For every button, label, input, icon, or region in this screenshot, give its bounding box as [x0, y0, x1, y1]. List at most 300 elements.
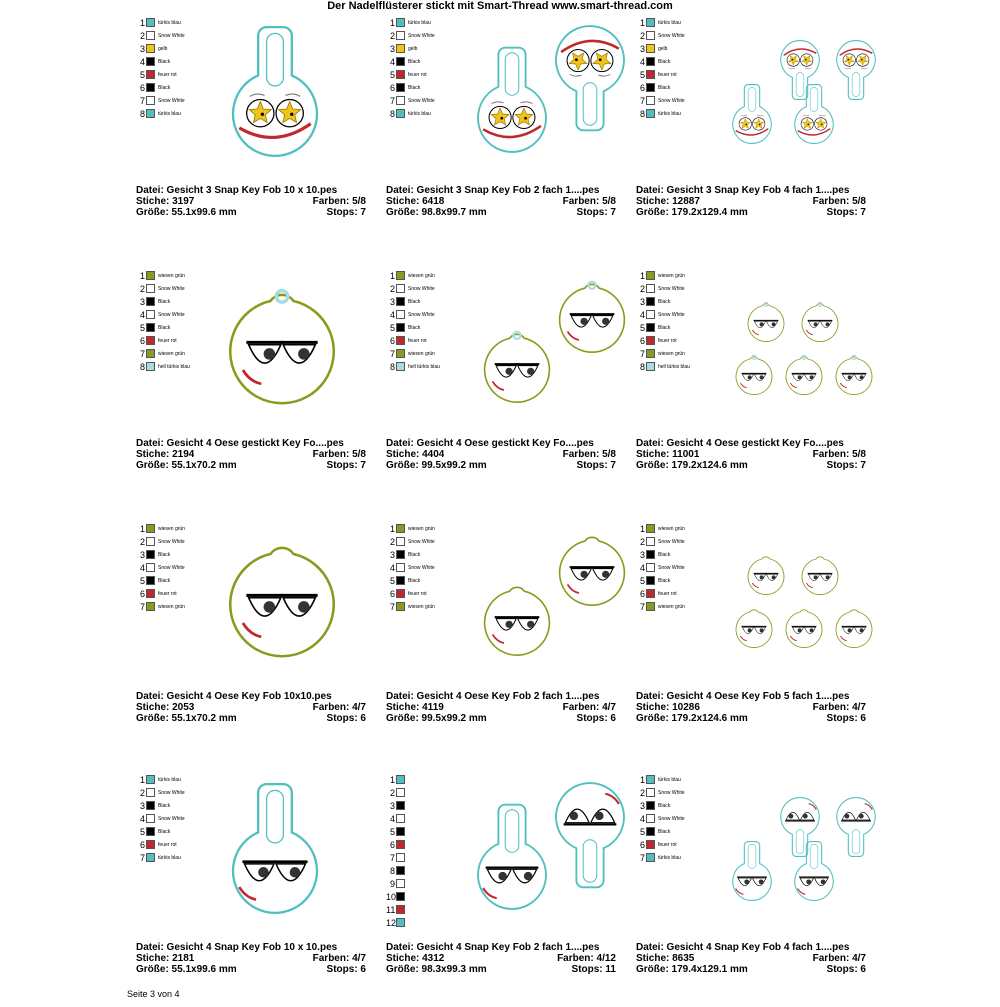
palette-row [386, 68, 435, 81]
key-fob-outline [233, 27, 317, 156]
palette-row [386, 42, 435, 55]
palette-row [386, 55, 435, 68]
palette-number: 5 [389, 69, 395, 80]
color-swatch [146, 44, 155, 53]
palette-number: 9 [389, 878, 395, 889]
color-swatch [146, 524, 155, 533]
key-fob-outline [802, 557, 838, 595]
color-swatch [396, 44, 405, 53]
palette-color-name: Snow White [658, 789, 685, 796]
palette-color-name: wiesen grün [658, 603, 685, 610]
palette-color-name: feuer rot [408, 337, 427, 344]
key-fob-outline [837, 41, 875, 100]
palette-row [636, 587, 685, 600]
palette-color-name: hell türkis blau [658, 363, 690, 370]
palette-color-name: Black [158, 802, 171, 809]
color-count: Farben: 4/7 [562, 702, 616, 713]
key-fob-outline [485, 587, 550, 655]
smirk-mouth [243, 370, 261, 384]
color-swatch [396, 840, 405, 849]
palette-number: 1 [139, 270, 145, 281]
color-palette [636, 773, 685, 864]
palette-color-name: Black [408, 577, 421, 584]
palette-number: 1 [639, 523, 645, 534]
smile-mouth [239, 124, 310, 138]
pupil [792, 59, 794, 61]
fob-border [802, 304, 838, 342]
stop-count: Stops: 6 [576, 713, 616, 724]
page-header: Der Nadelflüsterer stickt mit Smart-Thread www.smart-thread.com [327, 0, 673, 12]
color-swatch [146, 310, 155, 319]
color-swatch [646, 589, 655, 598]
fob-tab-inner [796, 830, 804, 854]
palette-row [636, 773, 685, 786]
palette-color-name: gelb [658, 45, 668, 52]
color-swatch [396, 918, 405, 927]
palette-row [386, 360, 440, 373]
palette-row [386, 916, 408, 929]
palette-color-name: Snow White [408, 311, 435, 318]
design-card [630, 506, 880, 756]
palette-color-name: gelb [408, 45, 418, 52]
stitch-row [386, 196, 616, 207]
color-swatch [646, 271, 655, 280]
key-fob-outline [733, 842, 771, 901]
pupil [580, 318, 587, 325]
smirk-mouth [568, 331, 580, 340]
design-preview [480, 267, 630, 412]
color-palette [136, 16, 185, 120]
size-row [636, 713, 866, 724]
color-swatch [646, 96, 655, 105]
palette-color-name: Black [158, 828, 171, 835]
palette-color-name: Black [408, 58, 421, 65]
stitch-count: Stiche: 6418 [386, 196, 445, 207]
palette-number: 10 [386, 891, 397, 902]
palette-row [636, 94, 685, 107]
palette-number: 4 [389, 813, 395, 824]
palette-row [136, 786, 185, 799]
color-swatch [396, 827, 405, 836]
color-swatch [396, 576, 405, 585]
palette-row [386, 522, 435, 535]
design-preview [730, 771, 880, 916]
palette-row [386, 334, 440, 347]
palette-number: 3 [139, 800, 145, 811]
palette-color-name: Black [658, 298, 671, 305]
design-info [386, 942, 616, 975]
palette-color-name: gelb [158, 45, 168, 52]
palette-row [386, 94, 435, 107]
color-swatch [646, 297, 655, 306]
pupil [760, 375, 764, 379]
stitch-count: Stiche: 3197 [136, 196, 195, 207]
fob-border [836, 357, 872, 395]
design-info [386, 185, 616, 218]
fob-border [786, 357, 822, 395]
smirk-mouth [840, 383, 846, 388]
color-swatch [646, 576, 655, 585]
key-fob-outline [478, 805, 546, 909]
color-palette [386, 773, 408, 929]
palette-color-name: wiesen grün [158, 350, 185, 357]
pupil [602, 571, 609, 578]
palette-color-name: türkis blau [408, 19, 431, 26]
design-info [636, 691, 866, 724]
color-swatch [396, 524, 405, 533]
palette-color-name: wiesen grün [408, 350, 435, 357]
file-name: Datei: Gesicht 3 Snap Key Fob 10 x 10.pes [136, 185, 338, 196]
design-size: Größe: 179.2x124.6 mm [636, 460, 748, 471]
palette-number: 8 [389, 108, 395, 119]
palette-color-name: wiesen grün [658, 350, 685, 357]
palette-row [136, 587, 185, 600]
design-card [130, 0, 380, 250]
smirk-mouth [806, 583, 812, 588]
design-preview [730, 520, 880, 665]
palette-row [386, 851, 408, 864]
color-swatch [396, 892, 405, 901]
palette-row [136, 42, 185, 55]
design-info [636, 185, 866, 218]
palette-number: 3 [139, 296, 145, 307]
color-swatch [396, 109, 405, 118]
design-size: Größe: 179.4x129.1 mm [636, 964, 748, 975]
palette-row [386, 600, 435, 613]
pupil [290, 113, 293, 116]
palette-number: 2 [639, 30, 645, 41]
palette-color-name: Black [158, 577, 171, 584]
pupil [860, 628, 864, 632]
palette-number: 2 [139, 787, 145, 798]
pupil [760, 628, 764, 632]
color-swatch [396, 879, 405, 888]
palette-number: 4 [639, 56, 645, 67]
design-info [386, 438, 616, 471]
palette-row [386, 773, 408, 786]
color-palette [636, 16, 685, 120]
palette-number: 5 [389, 575, 395, 586]
palette-number: 1 [139, 523, 145, 534]
pupil [258, 867, 269, 878]
palette-color-name: Snow White [658, 97, 685, 104]
palette-number: 2 [389, 30, 395, 41]
color-swatch [396, 297, 405, 306]
pupil [821, 124, 823, 126]
color-swatch [646, 362, 655, 371]
color-swatch [646, 310, 655, 319]
eyebrow [802, 115, 825, 116]
design-preview [730, 267, 880, 412]
palette-color-name: Black [408, 324, 421, 331]
pupil [500, 117, 503, 120]
palette-row [636, 68, 685, 81]
key-fob-outline [836, 355, 872, 394]
color-swatch [396, 323, 405, 332]
size-row [636, 460, 866, 471]
fob-tab-inner [748, 844, 756, 868]
pupil [575, 58, 578, 61]
stop-count: Stops: 7 [576, 460, 616, 471]
color-swatch [146, 323, 155, 332]
file-name: Datei: Gesicht 3 Snap Key Fob 4 fach 1....pes [636, 185, 850, 196]
palette-number: 1 [639, 270, 645, 281]
palette-row [636, 574, 685, 587]
color-palette [386, 16, 435, 120]
design-preview [230, 520, 380, 665]
stitch-row [136, 702, 366, 713]
palette-number: 7 [389, 95, 395, 106]
palette-row [636, 42, 685, 55]
color-swatch [396, 284, 405, 293]
color-swatch [396, 336, 405, 345]
stop-count: Stops: 7 [826, 460, 866, 471]
palette-number: 4 [139, 813, 145, 824]
file-name: Datei: Gesicht 4 Oese Key Fob 10x10.pes [136, 691, 332, 702]
color-swatch [146, 18, 155, 27]
color-swatch [646, 602, 655, 611]
pupil [814, 575, 818, 579]
color-count: Farben: 5/8 [562, 449, 616, 460]
color-swatch [396, 271, 405, 280]
pupil [861, 59, 863, 61]
palette-row [136, 851, 185, 864]
design-card [130, 253, 380, 503]
palette-row [136, 548, 185, 561]
pupil [772, 322, 776, 326]
size-row [636, 207, 866, 218]
palette-number: 5 [389, 322, 395, 333]
design-preview [480, 771, 630, 916]
palette-row [636, 107, 685, 120]
eyebrow [492, 102, 533, 104]
palette-row [636, 321, 690, 334]
color-swatch [396, 31, 405, 40]
smirk-mouth [752, 330, 758, 335]
palette-row [136, 16, 185, 29]
design-info [136, 438, 366, 471]
key-fob-outline [837, 798, 875, 857]
design-card [380, 253, 630, 503]
palette-number: 2 [139, 30, 145, 41]
color-swatch [146, 83, 155, 92]
color-swatch [646, 814, 655, 823]
design-card [630, 253, 880, 503]
palette-number: 7 [389, 852, 395, 863]
palette-row [636, 16, 685, 29]
palette-color-name: Snow White [408, 538, 435, 545]
palette-number: 5 [139, 322, 145, 333]
palette-row [636, 561, 685, 574]
key-fob-outline [736, 610, 772, 648]
palette-number: 2 [389, 536, 395, 547]
palette-row [386, 535, 435, 548]
fob-tab-inner [810, 87, 818, 111]
palette-color-name: Snow White [158, 538, 185, 545]
color-swatch [396, 853, 405, 862]
color-swatch [646, 323, 655, 332]
palette-row [136, 600, 185, 613]
palette-color-name: Snow White [158, 789, 185, 796]
color-swatch [646, 550, 655, 559]
color-swatch [146, 840, 155, 849]
smirk-mouth [740, 636, 746, 641]
color-swatch [146, 31, 155, 40]
palette-color-name: wiesen grün [408, 272, 435, 279]
file-name: Datei: Gesicht 3 Snap Key Fob 2 fach 1....pes [386, 185, 600, 196]
palette-color-name: Black [658, 551, 671, 558]
color-swatch [146, 109, 155, 118]
stitch-row [386, 449, 616, 460]
palette-row [386, 587, 435, 600]
color-swatch [396, 589, 405, 598]
palette-row [636, 308, 690, 321]
palette-number: 4 [639, 309, 645, 320]
palette-color-name: Black [658, 84, 671, 91]
palette-number: 6 [139, 82, 145, 93]
file-name: Datei: Gesicht 4 Snap Key Fob 2 fach 1....pes [386, 942, 600, 953]
pupil [290, 867, 301, 878]
stitch-row [136, 953, 366, 964]
palette-row [136, 825, 185, 838]
palette-row [136, 522, 185, 535]
pupil [759, 879, 764, 884]
eyelet-ring [802, 355, 806, 359]
design-preview [230, 771, 380, 916]
design-size: Größe: 55.1x70.2 mm [136, 460, 237, 471]
pupil [805, 59, 807, 61]
color-palette [136, 773, 185, 864]
key-fob-outline [748, 557, 784, 595]
eyebrow [844, 68, 867, 69]
fob-tab-inner [852, 830, 860, 854]
color-swatch [646, 31, 655, 40]
pupil [527, 368, 534, 375]
palette-number: 7 [639, 95, 645, 106]
palette-row [386, 81, 435, 94]
key-fob-outline [556, 26, 624, 130]
palette-row [136, 29, 185, 42]
palette-number: 3 [139, 549, 145, 560]
fob-border [560, 537, 625, 605]
palette-number: 6 [139, 335, 145, 346]
palette-number: 3 [389, 549, 395, 560]
stitch-row [386, 702, 616, 713]
color-swatch [146, 297, 155, 306]
palette-color-name: Snow White [408, 285, 435, 292]
color-swatch [146, 827, 155, 836]
file-row [636, 691, 866, 702]
palette-number: 3 [639, 43, 645, 54]
eyelet-ring [852, 355, 856, 359]
palette-number: 4 [139, 56, 145, 67]
palette-row [636, 825, 685, 838]
color-swatch [396, 563, 405, 572]
color-swatch [646, 788, 655, 797]
color-swatch [146, 602, 155, 611]
pupil [498, 872, 507, 881]
palette-row [386, 890, 408, 903]
palette-row [136, 308, 190, 321]
palette-number: 3 [639, 549, 645, 560]
palette-color-name: feuer rot [658, 337, 677, 344]
palette-color-name: Snow White [658, 538, 685, 545]
file-name: Datei: Gesicht 4 Oese gestickt Key Fo....pes [386, 438, 594, 449]
color-swatch [646, 57, 655, 66]
palette-number: 3 [389, 43, 395, 54]
key-fob-outline [786, 355, 822, 394]
palette-number: 4 [389, 56, 395, 67]
key-fob-outline [748, 302, 784, 341]
pupil [806, 879, 811, 884]
color-swatch [146, 563, 155, 572]
smile-mouth [840, 49, 873, 55]
design-size: Größe: 55.1x70.2 mm [136, 713, 237, 724]
palette-color-name: feuer rot [158, 71, 177, 78]
palette-row [386, 29, 435, 42]
color-swatch [396, 537, 405, 546]
stitch-count: Stiche: 4312 [386, 953, 445, 964]
eyebrow [740, 115, 763, 116]
palette-color-name: Snow White [158, 285, 185, 292]
palette-row [636, 282, 690, 295]
pupil [859, 814, 864, 819]
palette-color-name: Black [658, 58, 671, 65]
file-row [136, 438, 366, 449]
pupil [803, 814, 808, 819]
palette-row [136, 321, 190, 334]
pupil [760, 575, 764, 579]
color-swatch [396, 96, 405, 105]
palette-color-name: Black [158, 298, 171, 305]
file-row [636, 438, 866, 449]
palette-number: 6 [389, 588, 395, 599]
palette-row [136, 812, 185, 825]
design-info [136, 691, 366, 724]
color-swatch [646, 109, 655, 118]
palette-row [136, 334, 190, 347]
palette-number: 6 [389, 839, 395, 850]
pupil [848, 59, 850, 61]
palette-color-name: Black [158, 551, 171, 558]
palette-number: 6 [389, 335, 395, 346]
palette-color-name: wiesen grün [158, 603, 185, 610]
palette-row [636, 838, 685, 851]
palette-row [386, 903, 408, 916]
palette-row [386, 799, 408, 812]
stitch-count: Stiche: 2181 [136, 953, 195, 964]
color-swatch [396, 866, 405, 875]
palette-number: 1 [639, 17, 645, 28]
design-size: Größe: 99.5x99.2 mm [386, 460, 487, 471]
key-fob-outline [233, 784, 317, 913]
palette-color-name: Black [158, 58, 171, 65]
palette-row [136, 68, 185, 81]
palette-color-name: wiesen grün [408, 525, 435, 532]
pupil [848, 375, 852, 379]
pupil [524, 117, 527, 120]
key-fob-outline [836, 610, 872, 648]
stop-count: Stops: 7 [326, 207, 366, 218]
color-swatch [396, 310, 405, 319]
pupil [602, 318, 609, 325]
color-swatch [146, 271, 155, 280]
palette-number: 2 [639, 283, 645, 294]
palette-number: 6 [639, 335, 645, 346]
smile-mouth [561, 41, 619, 52]
design-info [636, 942, 866, 975]
smirk-mouth [243, 623, 261, 637]
